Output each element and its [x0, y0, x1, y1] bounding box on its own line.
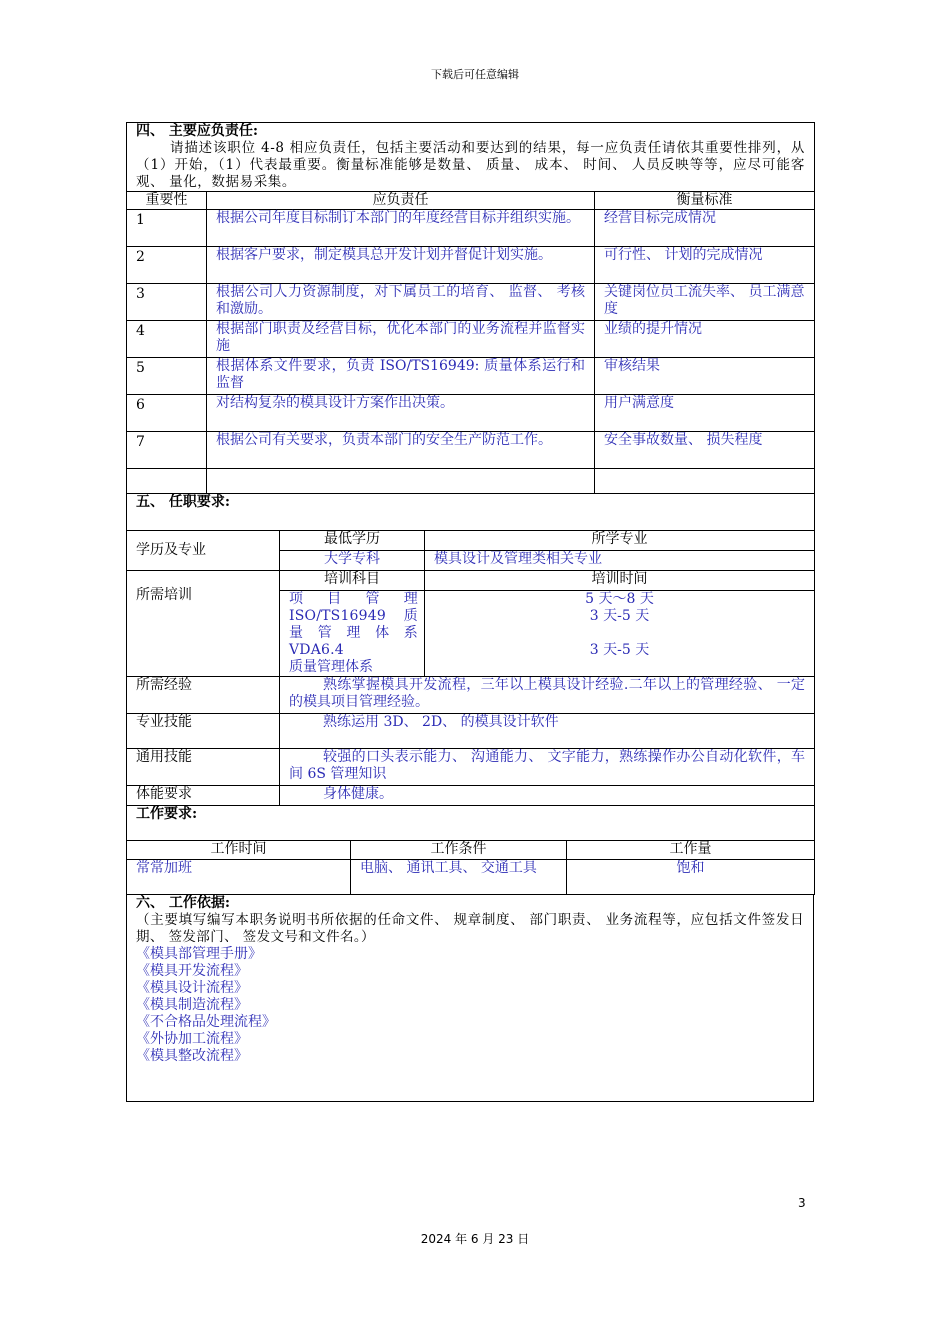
- row-measure: 审核结果: [595, 358, 815, 395]
- training-subjects-text-2: 质量管理体系: [289, 659, 373, 675]
- training-time: 3 天-5 天: [589, 642, 650, 658]
- row-responsibility: 根据公司年度目标制订本部门的年度经营目标并组织实施。: [207, 210, 595, 247]
- header-importance: 重要性: [127, 192, 207, 210]
- basis-document: 《模具部管理手册》: [136, 946, 262, 962]
- section6-cell: [127, 895, 814, 1102]
- basis-document: 《模具开发流程》: [136, 963, 248, 979]
- min-education-header: 最低学历: [280, 531, 425, 551]
- responsibility-row: [127, 432, 815, 469]
- skill-label: 专业技能: [127, 714, 280, 749]
- row-measure: 业绩的提升情况: [595, 321, 815, 358]
- training-time: 3 天-5 天: [589, 608, 650, 624]
- training-label: 所需培训: [127, 571, 280, 677]
- row-number: 2: [127, 247, 207, 284]
- empty-cell: [595, 469, 815, 494]
- general-skill-value: 较强的口头表示能力、 沟通能力、 文字能力，熟练操作办公自动化软件，车间 6S 管理知识: [280, 749, 815, 786]
- major-value: 模具设计及管理类相关专业: [425, 551, 815, 571]
- responsibility-row: [127, 284, 815, 321]
- row-responsibility: 对结构复杂的模具设计方案作出决策。: [207, 395, 595, 432]
- row-number: 5: [127, 358, 207, 395]
- basis-document: 《模具整改流程》: [136, 1048, 248, 1064]
- basis-document: 《外协加工流程》: [136, 1031, 248, 1047]
- work-condition-value: 电脑、 通讯工具、 交通工具: [351, 860, 567, 895]
- major-header: 所学专业: [425, 531, 815, 551]
- training-time-header: 培训时间: [425, 571, 815, 591]
- physical-label: 体能要求: [127, 786, 280, 806]
- education-label: 学历及专业: [127, 531, 280, 571]
- empty-row: [127, 469, 815, 494]
- page-header: 下载后可任意编辑: [431, 68, 519, 81]
- empty-cell: [207, 469, 595, 494]
- work-basis-table: [126, 894, 814, 1102]
- min-education-value: 大学专科: [280, 551, 425, 571]
- section4-intro-cell: [127, 123, 815, 192]
- page-number: 3: [798, 1196, 806, 1210]
- row-responsibility: 根据部门职责及经营目标，优化本部门的业务流程并监督实施: [207, 321, 595, 358]
- work-condition-header: 工作条件: [351, 841, 567, 860]
- responsibility-row: [127, 358, 815, 395]
- basis-document: 《模具设计流程》: [136, 980, 248, 996]
- footer-date: 2024 年 6 月 23 日: [420, 1232, 530, 1246]
- row-responsibility: 根据客户要求，制定模具总开发计划并督促计划实施。: [207, 247, 595, 284]
- row-number: 3: [127, 284, 207, 321]
- requirements-table: [126, 493, 815, 806]
- row-number: 4: [127, 321, 207, 358]
- general-skill-label: 通用技能: [127, 749, 280, 786]
- job-description-document: [126, 122, 814, 1102]
- header-measure: 衡量标准: [595, 192, 815, 210]
- row-responsibility: 根据公司人力资源制度，对下属员工的培育、 监督、 考核和激励。: [207, 284, 595, 321]
- row-measure: 可行性、 计划的完成情况: [595, 247, 815, 284]
- empty-cell: [127, 469, 207, 494]
- work-volume-header: 工作量: [567, 841, 815, 860]
- basis-document: 《模具制造流程》: [136, 997, 248, 1013]
- work-title: 工作要求:: [127, 806, 815, 841]
- row-number: 6: [127, 395, 207, 432]
- row-responsibility: 根据体系文件要求，负责 ISO/TS16949: 质量体系运行和监督: [207, 358, 595, 395]
- training-subjects-text: 项目管理 ISO/TS16949 质量管理体系 VDA6.4: [289, 591, 418, 658]
- work-time-header: 工作时间: [127, 841, 351, 860]
- section5-title: 五、 任职要求:: [127, 494, 815, 531]
- responsibility-row: [127, 247, 815, 284]
- section4-title: 四、 主要应负责任:: [136, 123, 259, 139]
- responsibility-row: [127, 321, 815, 358]
- skill-value: 熟练运用 3D、 2D、 的模具设计软件: [280, 714, 815, 749]
- work-requirements-table: [126, 805, 815, 895]
- training-subjects: [280, 591, 425, 677]
- row-measure: 安全事故数量、 损失程度: [595, 432, 815, 469]
- training-subject-header: 培训科目: [280, 571, 425, 591]
- responsibilities-table: [126, 122, 815, 494]
- responsibility-row: [127, 395, 815, 432]
- basis-document: 《不合格品处理流程》: [136, 1014, 276, 1030]
- section6-description: （主要填写编写本职务说明书所依据的任命文件、 规章制度、 部门职责、 业务流程等，应包括文件签发日期、 签发部门、 签发文号和文件名。）: [136, 912, 804, 945]
- work-time-value: 常常加班: [127, 860, 351, 895]
- experience-label: 所需经验: [127, 677, 280, 714]
- header-responsibility: 应负责任: [207, 192, 595, 210]
- responsibility-row: [127, 210, 815, 247]
- work-volume-value: 饱和: [567, 860, 815, 895]
- section6-title: 六、 工作依据:: [136, 895, 231, 911]
- row-measure: 经营目标完成情况: [595, 210, 815, 247]
- row-measure: 用户满意度: [595, 395, 815, 432]
- training-times: [425, 591, 815, 677]
- experience-value: 熟练掌握模具开发流程，三年以上模具设计经验.二年以上的管理经验、 一定的模具项目管理经验。: [280, 677, 815, 714]
- physical-value: 身体健康。: [280, 786, 815, 806]
- row-number: 7: [127, 432, 207, 469]
- row-responsibility: 根据公司有关要求，负责本部门的安全生产防范工作。: [207, 432, 595, 469]
- row-measure: 关键岗位员工流失率、 员工满意度: [595, 284, 815, 321]
- row-number: 1: [127, 210, 207, 247]
- section4-description: 请描述该职位 4-8 相应负责任，包括主要活动和要达到的结果，每一应负责任请依其重要性排列，从（1）开始，（1）代表最重要。衡量标准能够是数量、 质量、 成本、 时间、 人员反映等等，应尽可能客观、 量化，数据易采集。: [136, 140, 805, 190]
- training-time: 5 天～8 天: [585, 591, 654, 607]
